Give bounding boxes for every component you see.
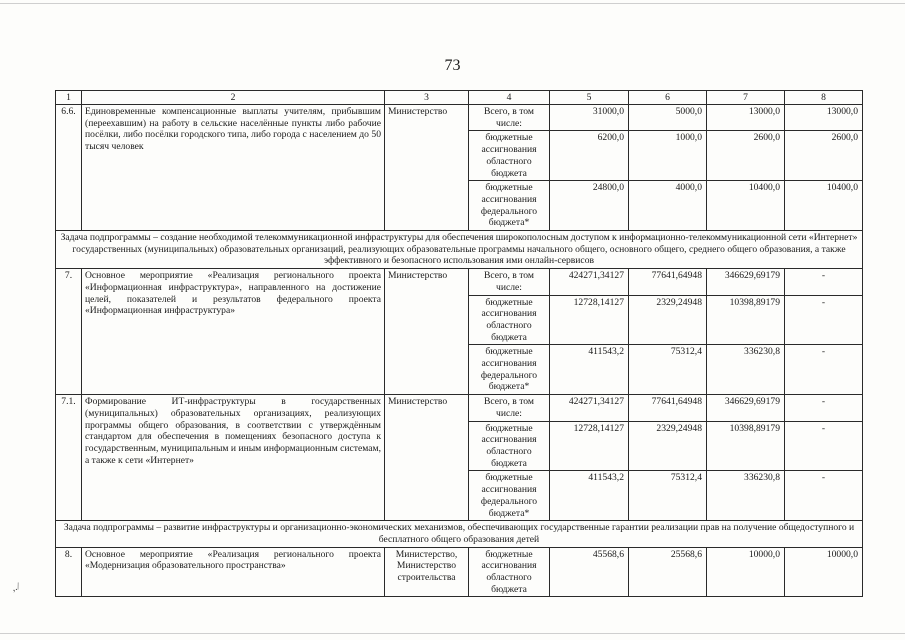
- value-col-8: 10400,0: [785, 181, 863, 231]
- funding-source: бюджетные ассигнования федерального бюджета*: [469, 345, 550, 395]
- table-row: [56, 547, 863, 597]
- column-number-header: [56, 91, 863, 105]
- value-col-6: 2329,24948: [629, 295, 707, 345]
- value-col-8: -: [785, 269, 863, 295]
- header-col-1: 1: [56, 91, 82, 105]
- funding-source: бюджетные ассигнования федерального бюджета*: [469, 181, 550, 231]
- row-description: Формирование ИТ-инфраструктуры в государственных (муниципальных) образовательных организациях, реализующих программы общего образования, в соответствии с утверждённым стандартом для обеспечения в помещениях безопасного доступа к государственным, муниципальным и иным информационным системам, а также к сети «Интернет»: [82, 395, 385, 521]
- value-col-8: -: [785, 295, 863, 345]
- row-executor: Министерство, Министерство строительства: [385, 547, 469, 597]
- scan-margin-mark: ,./: [10, 581, 22, 594]
- row-description: Основное мероприятие «Реализация регионального проекта «Информационная инфраструктура», направленного на достижение целей, показателей и результатов федерального проекта «Информационная инфраструктура»: [82, 269, 385, 395]
- value-col-7: 336230,8: [707, 345, 785, 395]
- value-col-7: 10398,89179: [707, 295, 785, 345]
- value-col-5: 411543,2: [550, 471, 629, 521]
- table-row: [56, 269, 863, 295]
- row-description: Единовременные компенсационные выплаты учителям, прибывшим (переехавшим) на работу в сельские населённые пункты либо рабочие посёлки, либо посёлки городского типа, либо города с населением до 50 тысяч человек: [82, 105, 385, 231]
- header-col-8: 8: [785, 91, 863, 105]
- table-row: [56, 395, 863, 421]
- header-col-4: 4: [469, 91, 550, 105]
- value-col-5: 24800,0: [550, 181, 629, 231]
- funding-source: бюджетные ассигнования федерального бюджета*: [469, 471, 550, 521]
- value-col-6: 2329,24948: [629, 421, 707, 471]
- value-col-5: 6200,0: [550, 131, 629, 181]
- value-col-6: 75312,4: [629, 345, 707, 395]
- funding-source: бюджетные ассигнования областного бюджета: [469, 547, 550, 597]
- value-col-7: 336230,8: [707, 471, 785, 521]
- value-col-7: 10400,0: [707, 181, 785, 231]
- value-col-8: -: [785, 345, 863, 395]
- value-col-7: 346629,69179: [707, 269, 785, 295]
- budget-table: [55, 90, 863, 597]
- value-col-5: 45568,6: [550, 547, 629, 597]
- row-number: 8.: [56, 547, 82, 597]
- value-col-6: 5000,0: [629, 105, 707, 131]
- value-col-7: 2600,0: [707, 131, 785, 181]
- header-col-2: 2: [82, 91, 385, 105]
- value-col-5: 12728,14127: [550, 295, 629, 345]
- page-number: 73: [444, 57, 461, 74]
- value-col-5: 12728,14127: [550, 421, 629, 471]
- row-number: 7.: [56, 269, 82, 395]
- funding-source: Всего, в том числе:: [469, 269, 550, 295]
- value-col-8: 2600,0: [785, 131, 863, 181]
- value-col-8: 13000,0: [785, 105, 863, 131]
- value-col-5: 424271,34127: [550, 269, 629, 295]
- value-col-6: 75312,4: [629, 471, 707, 521]
- subprogram-task: Задача подпрограммы – развитие инфраструктуры и организационно-экономических механизмов, обеспечивающих государственные гарантии реализации прав на получение общедоступного и бесплатного общего образования детей: [56, 521, 863, 547]
- value-col-7: 10398,89179: [707, 421, 785, 471]
- funding-source: бюджетные ассигнования областного бюджета: [469, 295, 550, 345]
- table-row: [56, 105, 863, 131]
- value-col-6: 4000,0: [629, 181, 707, 231]
- value-col-6: 1000,0: [629, 131, 707, 181]
- subprogram-task: Задача подпрограммы – создание необходимой телекоммуникационной инфраструктуры для обеспечения широкополосным доступом к информационно-телекоммуникационной сети «Интернет» государственных (муниципальных) образовательных организаций, реализующих образовательные программы начального общего, основного общего, среднего общего образования, а также эффективного и безопасного использования ими онлайн-сервисов: [56, 231, 863, 269]
- funding-source: Всего, в том числе:: [469, 105, 550, 131]
- value-col-8: -: [785, 471, 863, 521]
- value-col-8: -: [785, 421, 863, 471]
- value-col-8: -: [785, 395, 863, 421]
- row-executor: Министерство: [385, 105, 469, 231]
- row-executor: Министерство: [385, 269, 469, 395]
- header-col-3: 3: [385, 91, 469, 105]
- value-col-5: 31000,0: [550, 105, 629, 131]
- row-number: 6.6.: [56, 105, 82, 231]
- value-col-7: 13000,0: [707, 105, 785, 131]
- task-row: [56, 231, 863, 269]
- row-number: 7.1.: [56, 395, 82, 521]
- header-col-7: 7: [707, 91, 785, 105]
- value-col-6: 77641,64948: [629, 395, 707, 421]
- row-description: Основное мероприятие «Реализация регионального проекта «Модернизация образовательного пространства»: [82, 547, 385, 597]
- header-col-5: 5: [550, 91, 629, 105]
- funding-source: бюджетные ассигнования областного бюджета: [469, 131, 550, 181]
- header-col-6: 6: [629, 91, 707, 105]
- funding-source: бюджетные ассигнования областного бюджета: [469, 421, 550, 471]
- value-col-8: 10000,0: [785, 547, 863, 597]
- value-col-7: 346629,69179: [707, 395, 785, 421]
- value-col-6: 77641,64948: [629, 269, 707, 295]
- value-col-6: 25568,6: [629, 547, 707, 597]
- funding-source: Всего, в том числе:: [469, 395, 550, 421]
- row-executor: Министерство: [385, 395, 469, 521]
- value-col-5: 424271,34127: [550, 395, 629, 421]
- value-col-7: 10000,0: [707, 547, 785, 597]
- task-row: [56, 521, 863, 547]
- value-col-5: 411543,2: [550, 345, 629, 395]
